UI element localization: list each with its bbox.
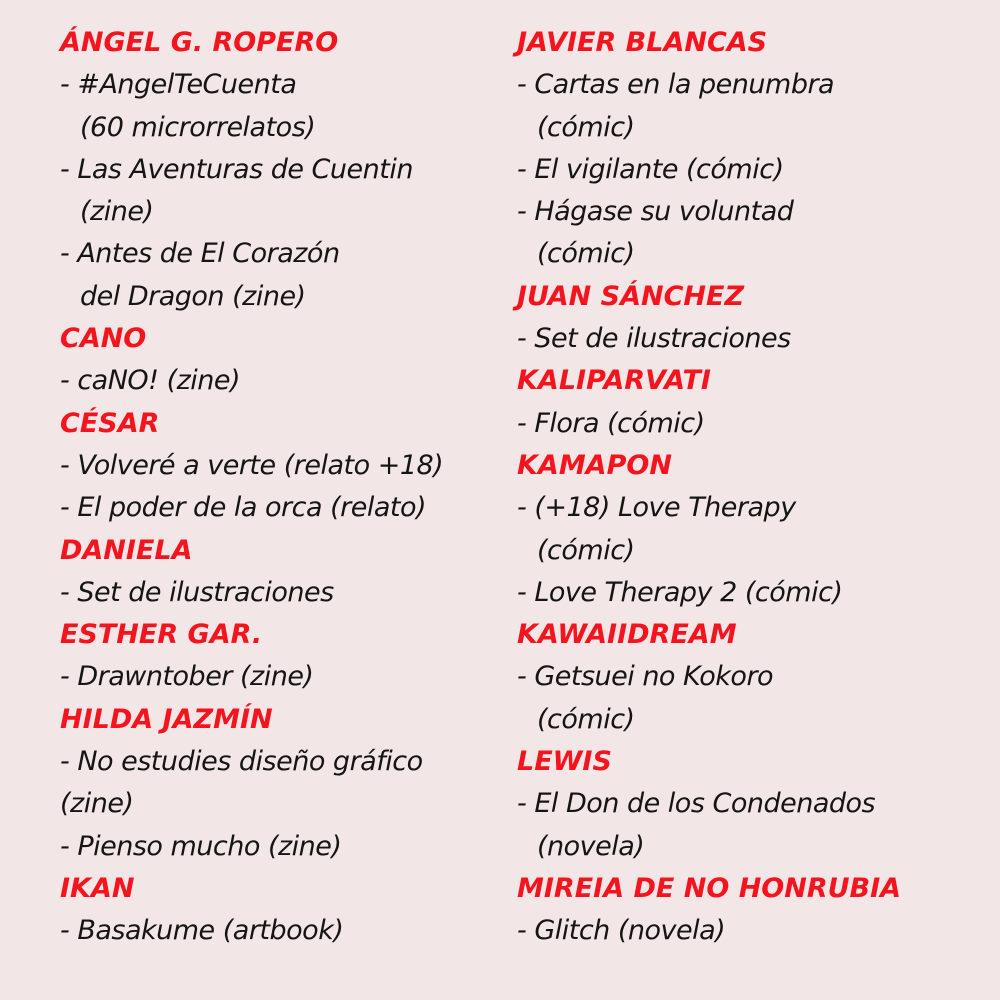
work-title: - El Don de los Condenados xyxy=(517,788,876,820)
left-column xyxy=(60,22,490,953)
work-title-continuation: (novela) xyxy=(537,830,645,862)
author-name: LEWIS xyxy=(517,746,612,778)
work-title: - caNO! (zine) xyxy=(60,365,241,397)
work-title: - Love Therapy 2 (cómic) xyxy=(517,576,843,608)
author-name: MIREIA DE NO HONRUBIA xyxy=(517,872,902,904)
author-name: KAWAIIDREAM xyxy=(517,619,737,651)
work-title-continuation: del Dragon (zine) xyxy=(80,280,306,312)
author-name: JUAN SÁNCHEZ xyxy=(517,280,745,312)
work-title: - Las Aventuras de Cuentin xyxy=(60,153,413,185)
author-name: ESTHER GAR. xyxy=(60,619,263,651)
work-title: - Basakume (artbook) xyxy=(60,915,344,947)
work-title-continuation: (60 microrrelatos) xyxy=(80,111,316,143)
work-title: - Pienso mucho (zine) xyxy=(60,830,342,862)
author-name: HILDA JAZMÍN xyxy=(60,703,273,735)
work-title: - Drawntober (zine) xyxy=(60,661,314,693)
work-title-continuation: (cómic) xyxy=(537,111,635,143)
work-title: - El vigilante (cómic) xyxy=(517,153,784,185)
work-title: - Glitch (novela) xyxy=(517,915,726,947)
work-title: - Set de ilustraciones xyxy=(60,576,334,608)
work-title: - No estudies diseño gráfico xyxy=(60,746,423,778)
work-title: - Set de ilustraciones xyxy=(517,323,791,355)
work-title: - Hágase su voluntad xyxy=(517,196,794,228)
work-title-continuation: (cómic) xyxy=(537,703,635,735)
work-title: - Flora (cómic) xyxy=(517,407,705,439)
work-title: - Cartas en la penumbra xyxy=(517,69,835,101)
author-name: ÁNGEL G. ROPERO xyxy=(60,27,339,58)
author-name: CANO xyxy=(60,323,147,355)
author-name: IKAN xyxy=(60,872,135,904)
work-title: - Getsuei no Kokoro xyxy=(517,661,774,693)
work-title-continuation: (cómic) xyxy=(537,534,635,566)
right-column xyxy=(517,22,987,953)
author-name: KALIPARVATI xyxy=(517,365,711,397)
author-name: KAMAPON xyxy=(517,449,672,481)
work-title-continuation: (zine) xyxy=(60,788,134,820)
work-title-continuation: (cómic) xyxy=(537,238,635,270)
work-title-continuation: (zine) xyxy=(80,196,154,228)
work-title: - El poder de la orca (relato) xyxy=(60,492,427,524)
work-title: - Antes de El Corazón xyxy=(60,238,340,270)
work-title: - #AngelTeCuenta xyxy=(60,69,297,101)
author-name: JAVIER BLANCAS xyxy=(517,27,768,58)
work-title: - (+18) Love Therapy xyxy=(517,492,796,524)
author-name: DANIELA xyxy=(60,534,193,566)
author-name: CÉSAR xyxy=(60,407,160,439)
work-title: - Volveré a verte (relato +18) xyxy=(60,449,444,481)
